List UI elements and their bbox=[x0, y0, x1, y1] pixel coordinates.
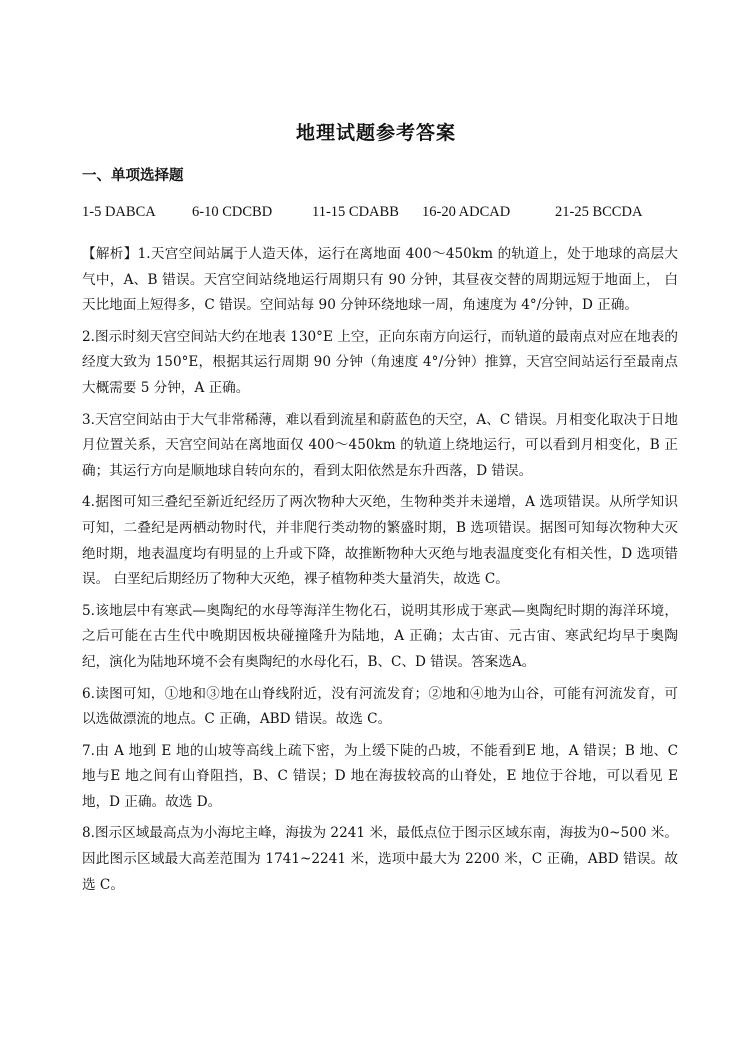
answer-group: 16-20 ADCAD bbox=[422, 204, 511, 220]
answer-key-row bbox=[82, 204, 682, 226]
explanation-paragraph: 7.由 A 地到 E 地的山坡等高线上疏下密，为上缓下陡的凸坡，不能看到E 地，A 错误；B 地、C 地与E 地之间有山脊阻挡，B、C 错误；D 地在海拔较高的山脊处，E 地位于谷地，可以看见 E 地，D 正确。故选 D。 bbox=[82, 742, 678, 810]
explanation-paragraph: 5.该地层中有寒武—奥陶纪的水母等海洋生物化石，说明其形成于寒武—奥陶纪时期的海洋环境，之后可能在古生代中晚期因板块碰撞隆升为陆地，A 正确；太古宙、元古宙、寒武纪均早于奥陶纪，演化为陆地环境不会有奥陶纪的水母化石，B、C、D 错误。答案选A。 bbox=[82, 602, 678, 670]
explanation-paragraph: 2.图示时刻天宫空间站大约在地表 130°E 上空，正向东南方向运行，而轨道的最南点对应在地表的经度大致为 150°E，根据其运行周期 90 分钟（角速度 4°/分钟）推算，天宫空间站运行至最南点大概需要 5 分钟，A 正确。 bbox=[82, 328, 678, 396]
answer-group: 21-25 BCCDA bbox=[555, 204, 643, 220]
section-heading: 一、单项选择题 bbox=[82, 168, 184, 184]
explanation-paragraph: 【解析】1.天宫空间站属于人造天体，运行在离地面 400～450km 的轨道上，处于地球的高层大气中，A、B 错误。天宫空间站绕地运行周期只有 90 分钟，其昼夜交替的周期远短于地面上， 白天比地面上短得多，C 错误。空间站每 90 分钟环绕地球一周，角速度为 4°/分钟，D 正确。 bbox=[82, 246, 678, 314]
explanation-paragraph: 6.读图可知，①地和③地在山脊线附近，没有河流发育；②地和④地为山谷，可能有河流发育，可以选做漂流的地点。C 正确，ABD 错误。故选 C。 bbox=[82, 685, 678, 728]
explanation-paragraph: 8.图示区域最高点为小海坨主峰，海拔为 2241 米，最低点位于图示区域东南，海拔为0~500 米。因此图示区域最大高差范围为 1741~2241 米，选项中最大为 2200 米，C 正确，ABD 错误。故选 C。 bbox=[82, 825, 678, 893]
answer-group: 6-10 CDCBD bbox=[192, 204, 273, 220]
page-title: 地理试题参考答案 bbox=[295, 122, 456, 144]
explanations bbox=[82, 242, 678, 904]
answer-group: 11-15 CDABB bbox=[312, 204, 399, 220]
answer-group: 1-5 DABCA bbox=[82, 204, 156, 220]
explanation-paragraph: 3.天宫空间站由于大气非常稀薄，难以看到流星和蔚蓝色的天空，A、C 错误。月相变化取决于日地月位置关系，天宫空间站在离地面仅 400～450km 的轨道上绕地运行，可以看到月相变化，B 正确；其运行方向是顺地球自转向东的，看到太阳依然是东升西落，D 错误。 bbox=[82, 411, 678, 479]
explanation-paragraph: 4.据图可知三叠纪至新近纪经历了两次物种大灭绝，生物种类并未递增，A 选项错误。从所学知识可知，二叠纪是两栖动物时代，并非爬行类动物的繁盛时期，B 选项错误。据图可知每次物种大灭绝时期，地表温度均有明显的上升或下降，故推断物种大灭绝与地表温度变化有相关性，D 选项错误。 白垩纪后期经历了物种大灭绝，裸子植物种类大量消失，故选 C。 bbox=[82, 494, 678, 588]
